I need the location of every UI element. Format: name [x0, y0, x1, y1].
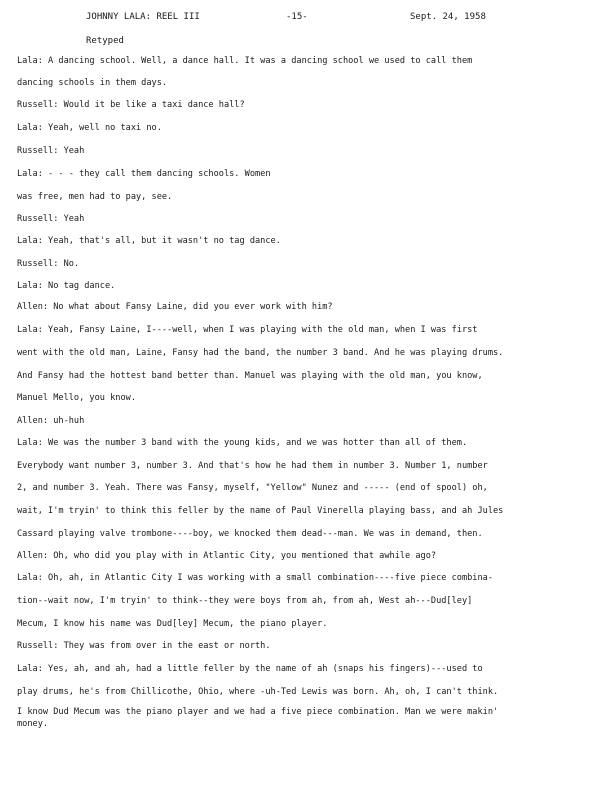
transcript-line: Russell: Yeah	[17, 146, 85, 156]
transcript-line: Manuel Mello, you know.	[17, 393, 136, 403]
transcript-line: play drums, he's from Chillicothe, Ohio, where -uh-Ted Lewis was born. Ah, oh, I can't think.	[17, 687, 499, 697]
transcript-line: Lala: Yeah, well no taxi no.	[17, 123, 162, 133]
transcript-line: I know Dud Mecum was the piano player and we had a five piece combination. Man we were makin'	[17, 707, 499, 717]
page-number: -15-	[286, 12, 308, 22]
transcript-line: Everybody want number 3, number 3. And that's how he had them in number 3. Number 1, number	[17, 461, 488, 471]
transcript-line: went with the old man, Laine, Fansy had the band, the number 3 band. And he was playing drums.	[17, 348, 504, 358]
transcript-line: And Fansy had the hottest band better than. Manuel was playing with the old man, you know,	[17, 371, 483, 381]
transcript-line: dancing schools in them days.	[17, 78, 168, 88]
transcript-line: Allen: Oh, who did you play with in Atlantic City, you mentioned that awhile ago?	[17, 551, 437, 561]
transcript-line: Lala: - - - they call them dancing schools. Women	[17, 169, 271, 179]
transcript-line: 2, and number 3. Yeah. There was Fansy, myself, "Yellow" Nunez and ----- (end of spool) oh,	[17, 483, 488, 493]
transcript-line: Lala: Oh, ah, in Atlantic City I was working with a small combination----five piece combina-	[17, 573, 493, 583]
transcript-line: Mecum, I know his name was Dud[ley] Mecum, the piano player.	[17, 619, 328, 629]
transcript-line: Russell: They was from over in the east or north.	[17, 641, 271, 651]
transcript-line: Lala: Yeah, that's all, but it wasn't no tag dance.	[17, 236, 281, 246]
transcript-line: tion--wait now, I'm tryin' to think--they were boys from ah, from ah, West ah---Dud[ley]	[17, 596, 473, 606]
transcript-line: Lala: We was the number 3 band with the young kids, and we was hotter than all of them.	[17, 438, 468, 448]
transcript-line: Lala: No tag dance.	[17, 281, 116, 291]
transcript-line: Russell: Would it be like a taxi dance hall?	[17, 100, 245, 110]
transcript-line: Lala: Yes, ah, and ah, had a little feller by the name of ah (snaps his fingers)---used to	[17, 664, 483, 674]
header-date: Sept. 24, 1958	[410, 12, 486, 22]
transcript-line: Allen: uh-huh	[17, 416, 85, 426]
transcript-line: was free, men had to pay, see.	[17, 192, 173, 202]
retyped-note: Retyped	[86, 36, 124, 46]
transcript-line: Lala: Yeah, Fansy Laine, I----well, when I was playing with the old man, when I was first	[17, 325, 478, 335]
transcript-line: wait, I'm tryin' to think this feller by the name of Paul Vinerella playing bass, and ah Jules	[17, 506, 504, 516]
transcript-line: Russell: Yeah	[17, 214, 85, 224]
header-title: JOHNNY LALA: REEL III	[86, 12, 200, 22]
transcript-line: Cassard playing valve trombone----boy, we knocked them dead---man. We was in demand, then.	[17, 529, 483, 539]
transcript-line: Russell: No.	[17, 259, 80, 269]
transcript-line: money.	[17, 719, 49, 729]
transcript-line: Lala: A dancing school. Well, a dance hall. It was a dancing school we used to call them	[17, 56, 473, 66]
transcript-line: Allen: No what about Fansy Laine, did you ever work with him?	[17, 302, 333, 312]
